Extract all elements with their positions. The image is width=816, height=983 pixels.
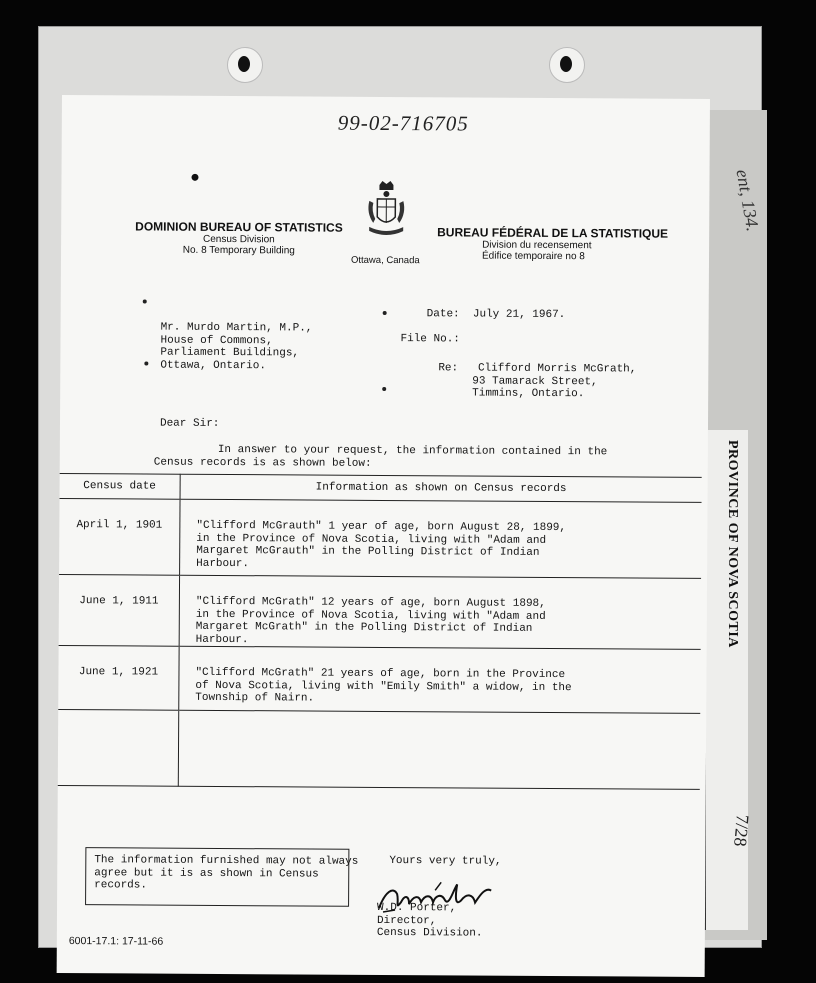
record-line: Harbour. <box>196 557 249 570</box>
re-line <box>438 362 636 401</box>
punch-hole-right <box>549 47 585 83</box>
punch-mark <box>191 174 198 181</box>
date-value: July 21, 1967. <box>472 308 566 322</box>
date-line <box>427 308 566 321</box>
re-label: Re: <box>438 362 459 375</box>
census-date-empty <box>58 709 179 786</box>
file-number-label: File No.: <box>400 333 460 346</box>
document-number: 99-02-716705 <box>337 110 469 136</box>
division-french: Division du recensement <box>482 239 592 252</box>
recipient-name: Mr. Murdo Martin, M.P., <box>160 321 313 335</box>
re-street: 93 Tamarack Street, <box>472 375 598 388</box>
table-header-row <box>60 473 702 502</box>
disclaimer-line-1: The information furnished may not always <box>94 854 359 868</box>
date-label: Date: <box>426 308 460 321</box>
disclaimer-line-3: records. <box>94 879 148 892</box>
record-line: Margaret McGrath" in the Polling District of Indian <box>195 620 533 635</box>
header-french <box>437 225 668 262</box>
recipient-line-3: Ottawa, Ontario. <box>160 359 267 372</box>
closing: Yours very truly, <box>389 855 502 868</box>
agency-name-french: BUREAU FÉDÉRAL DE LA STATISTIQUE <box>437 225 669 241</box>
record-line: "Clifford McGrath" 21 years of age, born in the Province <box>195 666 566 682</box>
signatory-block <box>377 902 483 940</box>
signatory-title: Director, <box>376 914 437 927</box>
intro-line-2: Census records is as shown below: <box>153 456 372 470</box>
header-english <box>135 219 343 256</box>
census-date: June 1, 1921 <box>58 645 179 710</box>
recipient-line-2: Parliament Buildings, <box>160 346 300 360</box>
census-letter <box>57 95 710 977</box>
re-name: Clifford Morris McGrath, <box>477 362 637 376</box>
form-number: 6001-17.1: 17-11-66 <box>68 935 164 948</box>
building-english: No. 8 Temporary Building <box>182 244 295 257</box>
census-record <box>180 499 702 578</box>
column-header-information: Information as shown on Census records <box>180 474 702 502</box>
margin-dot <box>143 299 147 303</box>
signatory-name: W.D. Porter, <box>377 901 457 915</box>
building-french: Édifice temporaire no 8 <box>481 250 585 263</box>
table-row-empty <box>58 709 700 789</box>
table-row <box>59 498 701 578</box>
margin-dot <box>382 387 386 391</box>
record-line: of Nova Scotia, living with "Emily Smith" a widow, in the <box>195 679 572 694</box>
margin-dot <box>144 362 148 366</box>
file-number-line <box>400 333 459 346</box>
record-line: Township of Nairn. <box>195 691 315 705</box>
city-label: Ottawa, Canada <box>350 254 420 267</box>
salutation: Dear Sir: <box>159 417 220 430</box>
census-record-empty <box>178 710 700 789</box>
intro-paragraph <box>154 444 614 472</box>
province-side-label: PROVINCE OF NOVA SCOTIA <box>725 440 740 648</box>
re-city: Timmins, Ontario. <box>472 387 585 401</box>
signatory-division: Census Division. <box>376 926 483 940</box>
recipient-line-1: House of Commons, <box>160 334 273 347</box>
side-handwriting: ent, 134. <box>732 167 764 233</box>
record-line: in the Province of Nova Scotia, living with "Adam and <box>196 532 547 547</box>
table-row <box>59 574 701 649</box>
disclaimer-box <box>85 847 359 907</box>
disclaimer-line-2: agree but it is as shown in Census <box>94 866 319 881</box>
punch-hole-left <box>227 47 263 83</box>
record-line: Margaret McGrauth" in the Polling District of Indian <box>196 544 540 559</box>
side-handwriting-bottom: 7/28 <box>730 813 753 848</box>
census-date: April 1, 1901 <box>59 498 180 575</box>
record-line: "Clifford McGrath" 12 years of age, born August 1898, <box>195 595 546 610</box>
table-row <box>58 645 700 713</box>
recipient-address <box>160 322 312 373</box>
margin-dot <box>383 311 387 315</box>
coat-of-arms-icon <box>363 179 409 241</box>
census-record <box>179 575 701 649</box>
intro-line-1: In answer to your request, the information contained in the <box>217 443 608 459</box>
column-header-date: Census date <box>60 473 181 499</box>
agency-name-english: DOMINION BUREAU OF STATISTICS <box>135 219 343 235</box>
census-record <box>179 646 701 713</box>
division-english: Census Division <box>203 233 275 246</box>
census-date: June 1, 1911 <box>59 574 180 646</box>
record-line: "Clifford McGrauth" 1 year of age, born August 28, 1899, <box>196 519 567 535</box>
record-line: Harbour. <box>195 633 249 646</box>
census-records-table <box>58 473 702 790</box>
record-line: in the Province of Nova Scotia, living with "Adam and <box>195 608 546 623</box>
